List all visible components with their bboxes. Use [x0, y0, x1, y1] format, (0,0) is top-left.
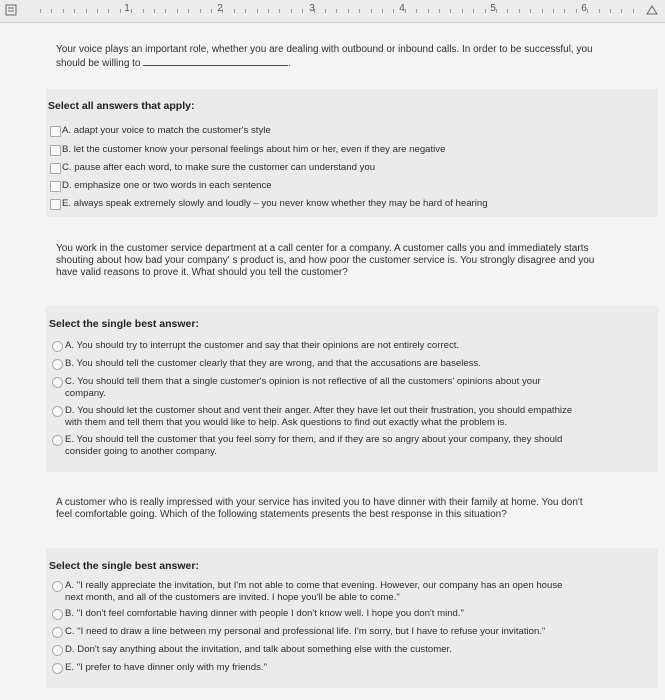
option-line: C. You should tell them that a single customer's opinion is not reflective of all the customers' opinions about your — [65, 376, 541, 387]
ruler-tick — [325, 9, 326, 13]
option-line: next month, and all of the customers are invited. I hope you'll be able to come." — [65, 592, 400, 603]
q2-option-e-label[interactable] — [65, 434, 650, 458]
ruler-tick — [291, 9, 292, 13]
checkbox-option-a[interactable] — [50, 126, 61, 137]
ruler-tick — [428, 9, 429, 13]
ruler-tick — [382, 9, 383, 13]
q2-option-a-label[interactable] — [65, 340, 650, 352]
question-3-prompt: Select the single best answer: — [49, 560, 199, 572]
option-c-label[interactable]: C. pause after each word, to make sure the customer can understand you — [62, 162, 376, 173]
ruler-tick — [63, 9, 64, 13]
ruler-tick — [302, 9, 303, 13]
q3-option-c-label[interactable] — [65, 626, 650, 638]
ruler-tick — [245, 9, 246, 13]
ruler-tick — [200, 9, 201, 13]
option-line: A. "I really appreciate the invitation, but I'm not able to come that evening. However, our company has an open house — [65, 580, 563, 591]
ruler-tick — [519, 9, 520, 13]
question-1-prompt: Select all answers that apply: — [48, 100, 195, 112]
option-line: consider going to another company. — [65, 446, 217, 457]
ruler-tick — [188, 9, 189, 13]
checkbox-option-c[interactable] — [50, 163, 61, 174]
ruler-number: 6 — [581, 3, 587, 14]
question-1-stem — [56, 44, 656, 70]
option-line: D. Don't say anything about the invitation, and talk about something else with the customer. — [65, 644, 452, 655]
question-2-stem-line: You work in the customer service department at a call center for a company. A customer calls you and immediately starts — [56, 243, 589, 254]
ruler-number: 4 — [399, 3, 405, 14]
ruler-tick — [348, 9, 349, 13]
radio-option-a[interactable] — [52, 581, 63, 592]
ruler-tick — [177, 9, 178, 13]
question-2-stem-line: have valid reasons to prove it. What should you tell the customer? — [56, 267, 348, 278]
ruler-tick — [553, 9, 554, 13]
radio-option-e[interactable] — [52, 663, 63, 674]
ruler-tick — [610, 9, 611, 13]
q3-option-e-label[interactable] — [65, 662, 650, 674]
ruler-number: 2 — [217, 3, 223, 14]
question-1-stem-line: Your voice plays an important role, whether you are dealing with outbound or inbound calls. In order to be successful, you — [56, 44, 593, 55]
ruler-number: 5 — [490, 3, 496, 14]
option-line: E. "I prefer to have dinner only with my friends." — [65, 662, 267, 673]
ruler-tick — [530, 9, 531, 13]
q2-option-c-label[interactable] — [65, 376, 650, 400]
option-line: company. — [65, 388, 106, 399]
question-1-stem-text: should be willing to — [56, 58, 141, 69]
ruler-tick — [257, 9, 258, 13]
checkbox-option-e[interactable] — [50, 199, 61, 210]
option-line: with them and tell them that you would like to help. Ask questions to find out exactly what the problem is. — [65, 417, 508, 428]
ruler-tick — [86, 9, 87, 13]
ruler-tick — [450, 9, 451, 13]
ruler-tick — [131, 9, 132, 13]
option-d-label[interactable]: D. emphasize one or two words in each sentence — [62, 180, 272, 191]
option-line: D. You should let the customer shout and vent their anger. After they have let out their frustration, you should empathize — [65, 405, 573, 416]
top-ruler — [0, 0, 665, 23]
ruler-number: 1 — [124, 3, 130, 14]
question-2-stem-line: shouting about how bad your company' s product is, and how poor the customer service is. You strongly disagree and you — [56, 255, 595, 266]
ruler-tick — [576, 9, 577, 13]
ruler-tick — [165, 9, 166, 13]
q2-option-b-label[interactable] — [65, 358, 650, 370]
question-1-stem-end: . — [288, 58, 292, 69]
radio-option-c[interactable] — [52, 627, 63, 638]
ruler-tick — [211, 9, 212, 13]
radio-option-e[interactable] — [52, 435, 63, 446]
answer-blank — [143, 56, 288, 66]
question-1-stem-line — [56, 56, 656, 70]
ruler-tick — [439, 9, 440, 13]
option-b-label[interactable]: B. let the customer know your personal feelings about him or her, even if they are negative — [62, 144, 446, 155]
question-2-stem — [56, 243, 656, 279]
ruler-tick — [108, 9, 109, 13]
radio-option-a[interactable] — [52, 341, 63, 352]
option-line: E. You should tell the customer that you feel sorry for them, and if they are so angry about your company, they should — [65, 434, 563, 445]
option-e-label[interactable]: E. always speak extremely slowly and loudly – you never know whether they may be hard of hearing — [62, 198, 488, 209]
ruler-tick — [120, 9, 121, 13]
question-2-prompt: Select the single best answer: — [49, 318, 199, 330]
checkbox-option-d[interactable] — [50, 181, 61, 192]
option-line: B. "I don't feel comfortable having dinner with people I don't know well. I hope you don't mind." — [65, 608, 464, 619]
ruler-tick — [462, 9, 463, 13]
q2-option-d-label[interactable] — [65, 405, 650, 429]
document-icon — [4, 3, 18, 17]
option-a-label[interactable]: A. adapt your voice to match the customer's style — [62, 125, 271, 136]
ruler-tick — [507, 9, 508, 13]
question-3-stem — [56, 497, 656, 521]
ruler-tick — [51, 9, 52, 13]
question-3-stem-line: A customer who is really impressed with your service has invited you to have dinner with their family at home. You don't — [56, 497, 583, 508]
option-line: A. You should try to interrupt the customer and say that their opinions are not entirely correct. — [65, 340, 460, 351]
ruler-tick — [40, 9, 41, 13]
indent-marker-icon[interactable] — [645, 3, 659, 17]
radio-option-b[interactable] — [52, 609, 63, 620]
ruler-tick — [97, 9, 98, 13]
question-3-stem-line: feel comfortable going. Which of the following statements presents the best response in this situation? — [56, 509, 507, 520]
ruler-tick — [359, 9, 360, 13]
ruler-tick — [621, 9, 622, 13]
radio-option-b[interactable] — [52, 359, 63, 370]
ruler-tick — [393, 9, 394, 13]
ruler-tick — [336, 9, 337, 13]
ruler-tick — [143, 9, 144, 13]
ruler-tick — [473, 9, 474, 13]
option-line: B. You should tell the customer clearly that they are wrong, and that the accusations are baseless. — [65, 358, 481, 369]
ruler-tick — [154, 9, 155, 13]
ruler-tick — [74, 9, 75, 13]
radio-option-d[interactable] — [52, 406, 63, 417]
ruler-tick — [268, 9, 269, 13]
ruler-tick — [279, 9, 280, 13]
q3-option-a-label[interactable] — [65, 580, 650, 604]
ruler-tick — [633, 9, 634, 13]
radio-option-c[interactable] — [52, 377, 63, 388]
ruler-tick — [564, 9, 565, 13]
ruler-number: 3 — [309, 3, 315, 14]
ruler-tick — [542, 9, 543, 13]
q3-option-d-label[interactable] — [65, 644, 650, 656]
checkbox-option-b[interactable] — [50, 145, 61, 156]
radio-option-d[interactable] — [52, 645, 63, 656]
option-line: C. "I need to draw a line between my personal and professional life. I'm sorry, but I have to refuse your invitation." — [65, 626, 546, 637]
q3-option-b-label[interactable] — [65, 608, 650, 620]
ruler-tick — [416, 9, 417, 13]
ruler-tick — [371, 9, 372, 13]
ruler-tick — [485, 9, 486, 13]
ruler-tick — [599, 9, 600, 13]
ruler-tick — [234, 9, 235, 13]
